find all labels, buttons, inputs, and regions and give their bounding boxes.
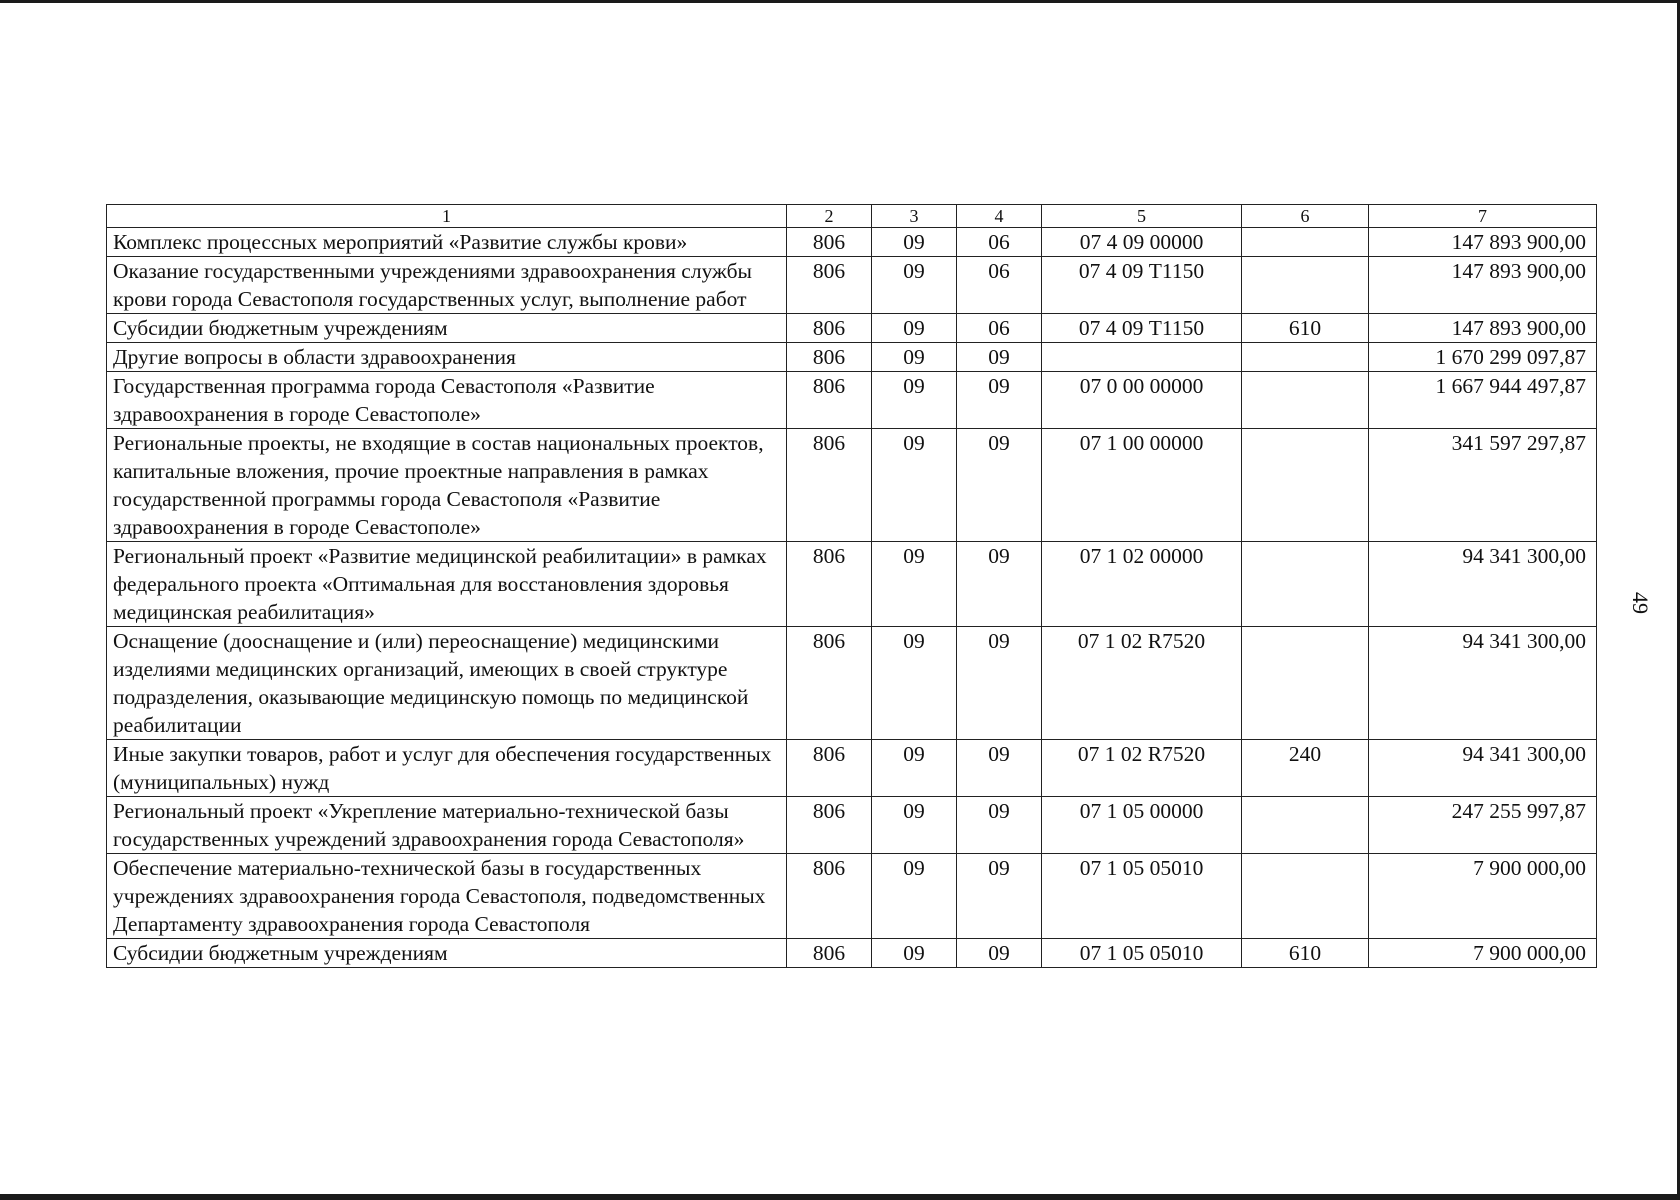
row-amount: 94 341 300,00: [1369, 740, 1597, 797]
row-section-code: 09: [872, 429, 957, 542]
row-amount: 94 341 300,00: [1369, 627, 1597, 740]
row-subsection-code: 09: [957, 372, 1042, 429]
row-expense-type: [1242, 429, 1369, 542]
row-name: Субсидии бюджетным учреждениям: [107, 314, 787, 343]
row-name: Региональный проект «Развитие медицинской реабилитации» в рамках федерального проекта «Оптимальная для восстановления здоровья медицинская реабилитация»: [107, 542, 787, 627]
row-target-code: [1042, 343, 1242, 372]
row-name: Региональные проекты, не входящие в состав национальных проектов, капитальные вложения, прочие проектные направления в рамках государственной программы города Севастополя «Развитие здравоохранения в городе Севастополе»: [107, 429, 787, 542]
table-row: [107, 627, 1597, 740]
row-section-code: 09: [872, 740, 957, 797]
scan-edge-bottom: [0, 1194, 1680, 1200]
row-subsection-code: 09: [957, 939, 1042, 968]
row-expense-type: [1242, 797, 1369, 854]
row-subsection-code: 06: [957, 257, 1042, 314]
row-ministry-code: 806: [787, 429, 872, 542]
table-row: [107, 939, 1597, 968]
row-expense-type: [1242, 627, 1369, 740]
row-subsection-code: 09: [957, 343, 1042, 372]
row-section-code: 09: [872, 314, 957, 343]
header-cell-7: 7: [1369, 205, 1597, 228]
page-number: 49: [1628, 592, 1653, 614]
header-cell-5: 5: [1042, 205, 1242, 228]
row-section-code: 09: [872, 372, 957, 429]
scan-edge-top: [0, 0, 1680, 3]
table-row: [107, 797, 1597, 854]
budget-table-body: [107, 205, 1597, 968]
table-row: [107, 854, 1597, 939]
row-name: Субсидии бюджетным учреждениям: [107, 939, 787, 968]
row-subsection-code: 09: [957, 797, 1042, 854]
row-target-code: 07 1 02 R7520: [1042, 740, 1242, 797]
row-section-code: 09: [872, 939, 957, 968]
row-target-code: 07 1 02 R7520: [1042, 627, 1242, 740]
row-name: Иные закупки товаров, работ и услуг для обеспечения государственных (муниципальных) нужд: [107, 740, 787, 797]
row-amount: 147 893 900,00: [1369, 314, 1597, 343]
row-amount: 247 255 997,87: [1369, 797, 1597, 854]
row-ministry-code: 806: [787, 372, 872, 429]
row-target-code: 07 4 09 Т1150: [1042, 314, 1242, 343]
row-expense-type: [1242, 542, 1369, 627]
table-row: [107, 257, 1597, 314]
row-section-code: 09: [872, 797, 957, 854]
row-ministry-code: 806: [787, 797, 872, 854]
row-amount: 7 900 000,00: [1369, 854, 1597, 939]
row-name: Комплекс процессных мероприятий «Развитие службы крови»: [107, 228, 787, 257]
row-amount: 1 670 299 097,87: [1369, 343, 1597, 372]
table-row: [107, 372, 1597, 429]
header-cell-4: 4: [957, 205, 1042, 228]
row-name: Обеспечение материально-технической базы в государственных учреждениях здравоохранения города Севастополя, подведомственных Департаменту здравоохранения города Севастополя: [107, 854, 787, 939]
row-target-code: 07 0 00 00000: [1042, 372, 1242, 429]
row-ministry-code: 806: [787, 343, 872, 372]
row-name: Другие вопросы в области здравоохранения: [107, 343, 787, 372]
header-cell-3: 3: [872, 205, 957, 228]
row-subsection-code: 09: [957, 542, 1042, 627]
row-subsection-code: 06: [957, 228, 1042, 257]
row-name: Оснащение (дооснащение и (или) переоснащение) медицинскими изделиями медицинских организаций, имеющих в своей структуре подразделения, оказывающие медицинскую помощь по медицинской реабилитации: [107, 627, 787, 740]
row-amount: 94 341 300,00: [1369, 542, 1597, 627]
row-ministry-code: 806: [787, 740, 872, 797]
header-cell-6: 6: [1242, 205, 1369, 228]
row-subsection-code: 09: [957, 429, 1042, 542]
header-cell-2: 2: [787, 205, 872, 228]
row-expense-type: 610: [1242, 939, 1369, 968]
row-ministry-code: 806: [787, 228, 872, 257]
row-subsection-code: 09: [957, 854, 1042, 939]
row-target-code: 07 1 02 00000: [1042, 542, 1242, 627]
table-row: [107, 542, 1597, 627]
row-target-code: 07 1 05 05010: [1042, 939, 1242, 968]
row-target-code: 07 1 00 00000: [1042, 429, 1242, 542]
table-header-row: [107, 205, 1597, 228]
row-expense-type: 240: [1242, 740, 1369, 797]
row-section-code: 09: [872, 627, 957, 740]
row-subsection-code: 06: [957, 314, 1042, 343]
row-target-code: 07 4 09 Т1150: [1042, 257, 1242, 314]
table-row: [107, 740, 1597, 797]
row-amount: 1 667 944 497,87: [1369, 372, 1597, 429]
header-cell-1: 1: [107, 205, 787, 228]
table-row: [107, 429, 1597, 542]
row-target-code: 07 4 09 00000: [1042, 228, 1242, 257]
row-ministry-code: 806: [787, 257, 872, 314]
table-row: [107, 314, 1597, 343]
row-ministry-code: 806: [787, 314, 872, 343]
row-target-code: 07 1 05 05010: [1042, 854, 1242, 939]
row-ministry-code: 806: [787, 854, 872, 939]
row-target-code: 07 1 05 00000: [1042, 797, 1242, 854]
row-ministry-code: 806: [787, 627, 872, 740]
row-amount: 147 893 900,00: [1369, 228, 1597, 257]
row-amount: 341 597 297,87: [1369, 429, 1597, 542]
row-section-code: 09: [872, 228, 957, 257]
row-name: Региональный проект «Укрепление материально-технической базы государственных учреждений здравоохранения города Севастополя»: [107, 797, 787, 854]
table-row: [107, 228, 1597, 257]
row-subsection-code: 09: [957, 627, 1042, 740]
row-section-code: 09: [872, 542, 957, 627]
row-section-code: 09: [872, 257, 957, 314]
budget-table: [106, 204, 1597, 968]
row-ministry-code: 806: [787, 542, 872, 627]
row-expense-type: [1242, 372, 1369, 429]
row-section-code: 09: [872, 343, 957, 372]
row-amount: 7 900 000,00: [1369, 939, 1597, 968]
row-name: Оказание государственными учреждениями здравоохранения службы крови города Севастополя государственных услуг, выполнение работ: [107, 257, 787, 314]
row-expense-type: [1242, 257, 1369, 314]
row-name: Государственная программа города Севастополя «Развитие здравоохранения в городе Севастополе»: [107, 372, 787, 429]
row-expense-type: [1242, 343, 1369, 372]
table-row: [107, 343, 1597, 372]
row-expense-type: [1242, 228, 1369, 257]
row-expense-type: [1242, 854, 1369, 939]
row-subsection-code: 09: [957, 740, 1042, 797]
row-expense-type: 610: [1242, 314, 1369, 343]
row-ministry-code: 806: [787, 939, 872, 968]
row-amount: 147 893 900,00: [1369, 257, 1597, 314]
row-section-code: 09: [872, 854, 957, 939]
